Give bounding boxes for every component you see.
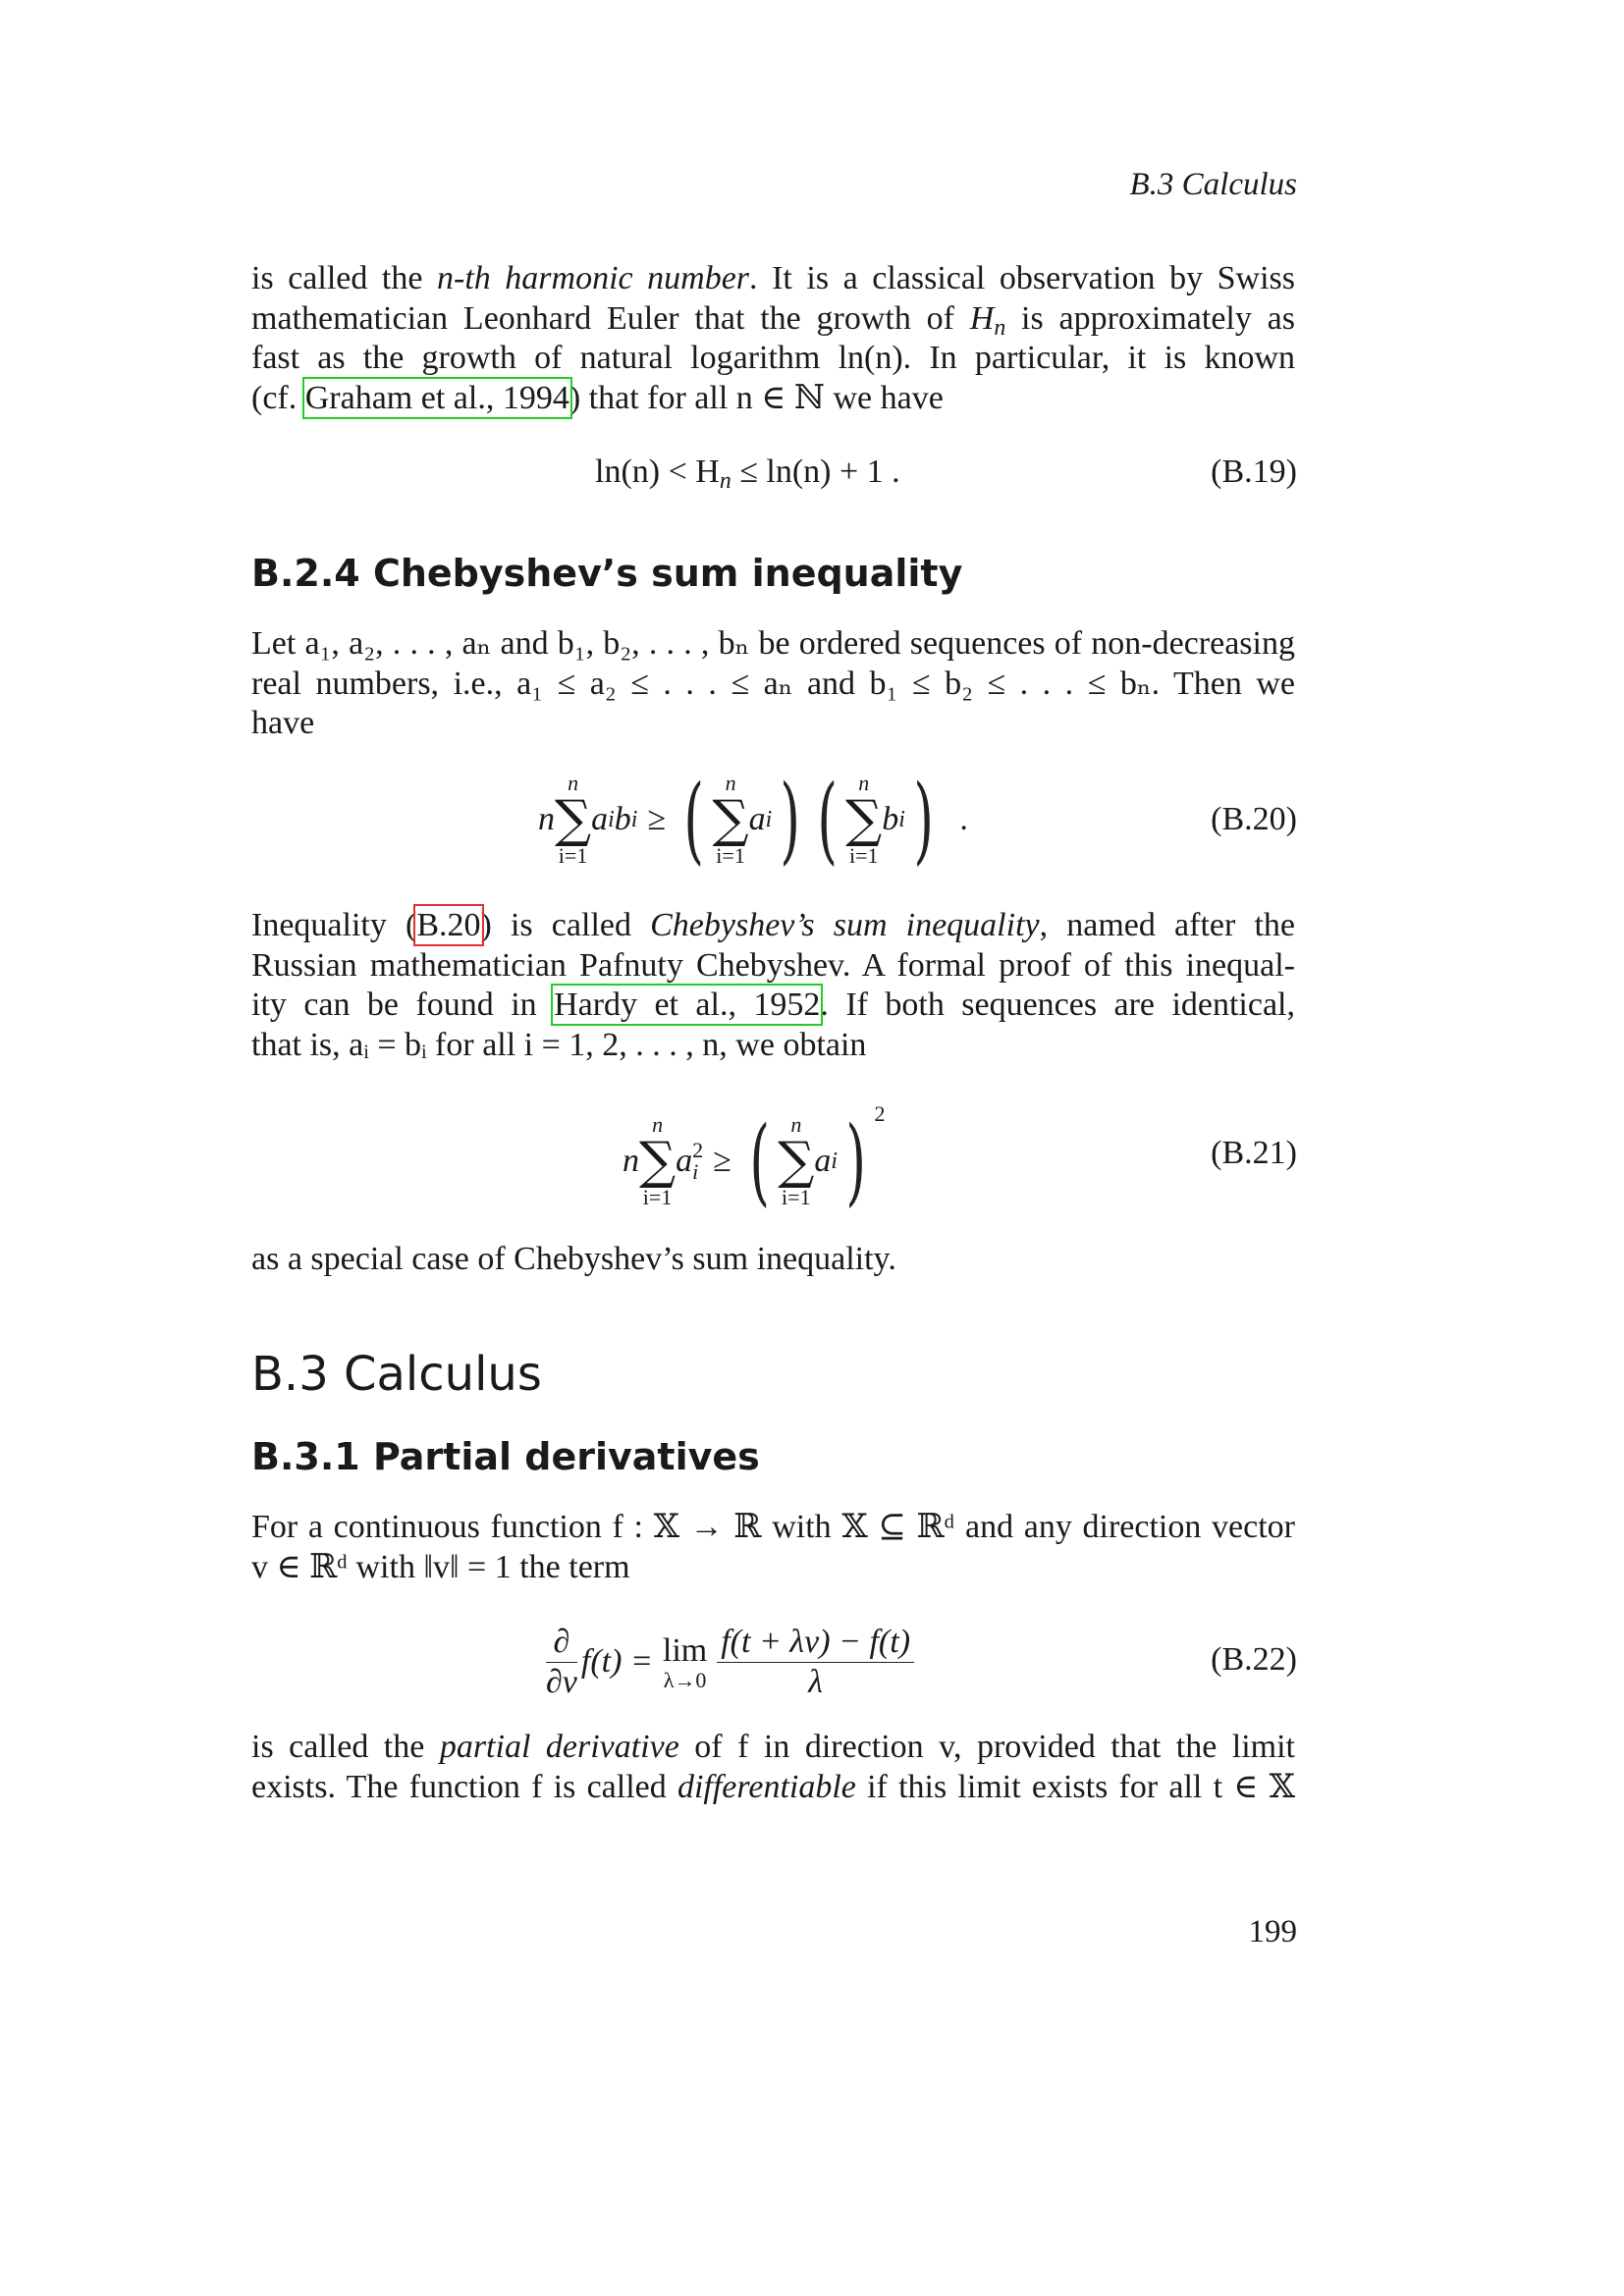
text-line: is called the partial derivative of f in direction v, provided that the limit	[251, 1729, 1295, 1765]
text-line: (cf. Graham et al., 1994) that for all n ∈ ℕ we have	[251, 379, 944, 416]
text-line: that is, aᵢ = bᵢ for all i = 1, 2, . . . , n, we obtain	[251, 1026, 867, 1063]
equation-link[interactable]: B.20	[416, 907, 481, 943]
partial-intro	[251, 1508, 1295, 1587]
equation-b21: n n ∑ i=1 a 2 i ≥ ( n ∑ i=1 a i ) 2	[623, 1101, 886, 1216]
chebyshev-intro	[251, 624, 1295, 744]
chebyshev-paragraph	[251, 906, 1295, 1065]
subsection-heading: B.2.4 Chebyshev’s sum inequality	[251, 552, 963, 595]
text-line: Inequality (B.20) is called Chebyshev’s sum inequality, named after the	[251, 907, 1296, 943]
text-line: mathematician Leonhard Euler that the growth of Hn is approximately as	[251, 299, 1295, 341]
summation: n ∑ i=1	[639, 1112, 677, 1209]
text-line: Let a₁, a₂, . . . , aₙ and b₁, b₂, . . . , bₙ be ordered sequences of non-decreasing	[251, 625, 1295, 662]
equation-number: (B.19)	[1211, 454, 1297, 490]
equation-b19: ln(n) < Hn ≤ ln(n) + 1 .	[595, 454, 900, 494]
equation-number: (B.21)	[1211, 1135, 1297, 1171]
summation: n ∑ i=1	[778, 1112, 815, 1209]
special-case-line: as a special case of Chebyshev’s sum inequality.	[251, 1241, 896, 1277]
section-heading: B.3 Calculus	[251, 1347, 542, 1402]
partial-paragraph	[251, 1728, 1295, 1807]
text-line: Russian mathematician Pafnuty Chebyshev. A formal proof of this inequal-	[251, 946, 1295, 984]
text-line: fast as the growth of natural logarithm ln(n). In particular, it is known	[251, 340, 1295, 376]
limit-fraction: $\frac{f(t + \lambda v) - f(t)}{\lambda}$	[717, 1623, 914, 1702]
equation-number: (B.22)	[1211, 1641, 1297, 1678]
summation: n ∑ i=1	[555, 771, 592, 868]
equation-b20: n n ∑ i=1 a i b i ≥ ( n ∑ i=1 a i ) ( n ∑ i=1 b i ) .	[538, 765, 968, 875]
citation-link[interactable]: Graham et al., 1994	[304, 379, 569, 416]
equation-b22: $\frac{\partial}{\partial v}$ f(t) = lim λ→0 $\frac{f(t + \lambda v) - f(t)}{\lambda}$	[546, 1618, 914, 1706]
subsection-heading: B.3.1 Partial derivatives	[251, 1435, 760, 1478]
citation-link[interactable]: Hardy et al., 1952	[554, 987, 821, 1023]
text-line: exists. The function f is called differentiable if this limit exists for all t ∈ 𝕏	[251, 1768, 1295, 1805]
derivative-fraction: $\frac{\partial}{\partial v}$	[546, 1623, 577, 1700]
summation: n ∑ i=1	[845, 771, 883, 868]
page-number: 199	[1248, 1914, 1297, 1949]
text-line: ity can be found in Hardy et al., 1952. If both sequences are identical,	[251, 987, 1295, 1023]
text-line: is called the n-th harmonic number. It is a classical observation by Swiss	[251, 260, 1296, 296]
text-line: have	[251, 705, 315, 741]
running-header: B.3 Calculus	[1129, 167, 1297, 202]
text-line: For a continuous function f : 𝕏 → ℝ with 𝕏 ⊆ ℝᵈ and any direction vector	[251, 1509, 1295, 1545]
text-line: v ∈ ℝᵈ with ‖v‖ = 1 the term	[251, 1548, 630, 1585]
text-line: real numbers, i.e., a₁ ≤ a₂ ≤ . . . ≤ aₙ and b₁ ≤ b₂ ≤ . . . ≤ bₙ. Then we	[251, 665, 1295, 702]
equation-number: (B.20)	[1211, 801, 1297, 837]
summation: n ∑ i=1	[712, 771, 749, 868]
intro-paragraph	[251, 259, 1295, 418]
